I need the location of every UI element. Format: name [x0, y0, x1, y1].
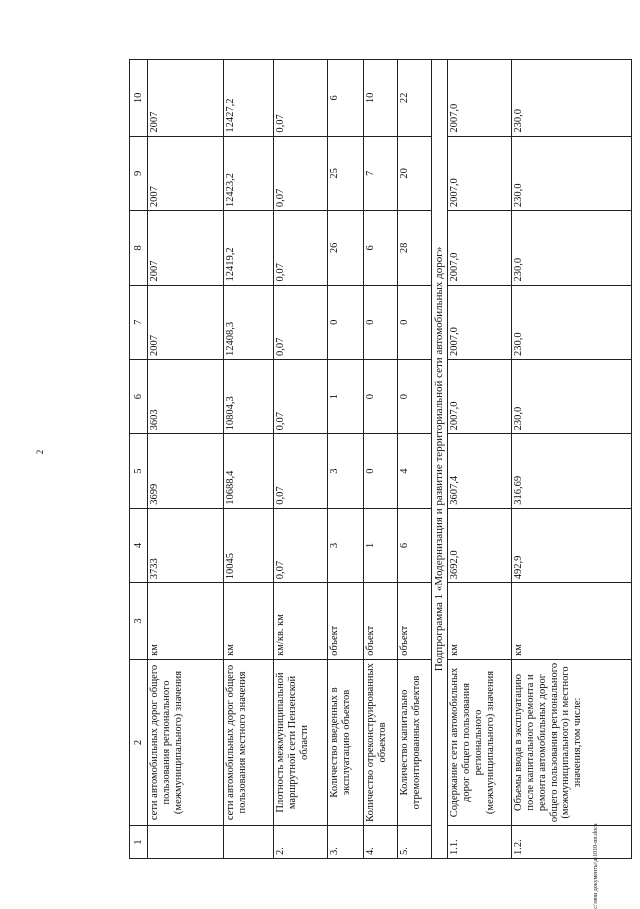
value: 28 [398, 211, 432, 285]
value: 6 [364, 211, 398, 285]
header-cell: 8 [130, 211, 148, 285]
value: 12427,2 [224, 60, 274, 137]
value: 0 [328, 285, 364, 359]
value: 492,9 [512, 508, 632, 582]
indicator-name: Количество введенных в эксплуатацию объектов [328, 659, 364, 825]
value: 316,69 [512, 434, 632, 508]
rotated-table-container [129, 59, 584, 859]
value: 3692,0 [448, 508, 512, 582]
row-number [224, 826, 274, 859]
row-number: 2. [274, 826, 328, 859]
value: 3603 [148, 359, 224, 433]
value: 2007 [148, 60, 224, 137]
value: 230,0 [512, 285, 632, 359]
value: 0,07 [274, 60, 328, 137]
table-row [448, 60, 512, 859]
table-row [328, 60, 364, 859]
value: 0,07 [274, 359, 328, 433]
value: 20 [398, 136, 432, 210]
row-number: 1.1. [448, 826, 512, 859]
value: 4 [398, 434, 432, 508]
value: 7 [364, 136, 398, 210]
value: 0,07 [274, 434, 328, 508]
table-row [224, 60, 274, 859]
subprogram-title: Подпрограмма 1 «Модернизация и развитие территориальной сети автомобильных дорог» [432, 60, 448, 859]
value: 26 [328, 211, 364, 285]
header-cell: 4 [130, 508, 148, 582]
value: 10 [364, 60, 398, 137]
table-row [512, 60, 632, 859]
value: 2007,0 [448, 136, 512, 210]
value: 3699 [148, 434, 224, 508]
value: 22 [398, 60, 432, 137]
value: 0 [364, 359, 398, 433]
header-cell: 3 [130, 583, 148, 660]
value: 3607,4 [448, 434, 512, 508]
row-number: 1.2. [512, 826, 632, 859]
row-number [148, 826, 224, 859]
value: 0 [398, 285, 432, 359]
value: 0,07 [274, 285, 328, 359]
footer-path: с:\мои документы\д\1010-пп.docx [593, 823, 599, 909]
value: 0,07 [274, 508, 328, 582]
table-row [364, 60, 398, 859]
value: 3 [328, 508, 364, 582]
indicator-name: Количество отреконструированных объектов [364, 659, 398, 825]
value: 12408,3 [224, 285, 274, 359]
indicator-name: Количество капитально отремонтированных объектов [398, 659, 432, 825]
header-cell: 10 [130, 60, 148, 137]
value: 6 [328, 60, 364, 137]
table-row [398, 60, 432, 859]
header-cell: 1 [130, 826, 148, 859]
value: 230,0 [512, 211, 632, 285]
value: 10804,3 [224, 359, 274, 433]
indicator-name: сети автомобильных дорог общего пользования местного значения [224, 659, 274, 825]
indicator-name: Плотность межмуниципальной маршрутной сети Пензенской области [274, 659, 328, 825]
row-number: 3. [328, 826, 364, 859]
unit: км [224, 583, 274, 660]
value: 230,0 [512, 136, 632, 210]
value: 230,0 [512, 359, 632, 433]
table-row [148, 60, 224, 859]
value: 25 [328, 136, 364, 210]
value: 0,07 [274, 136, 328, 210]
value: 2007,0 [448, 285, 512, 359]
value: 0 [398, 359, 432, 433]
subprogram-row [432, 60, 448, 859]
unit: объект [328, 583, 364, 660]
value: 1 [364, 508, 398, 582]
indicator-name: сети автомобильных дорог общего пользования регионального (межмуниципального) значения [148, 659, 224, 825]
value: 2007,0 [448, 211, 512, 285]
header-cell: 5 [130, 434, 148, 508]
value: 10688,4 [224, 434, 274, 508]
value: 230,0 [512, 60, 632, 137]
indicators-table [129, 59, 632, 859]
header-cell: 6 [130, 359, 148, 433]
value: 12419,2 [224, 211, 274, 285]
value: 1 [328, 359, 364, 433]
unit: км [448, 583, 512, 660]
row-number: 5. [398, 826, 432, 859]
value: 2007,0 [448, 60, 512, 137]
value: 2007 [148, 136, 224, 210]
header-row [130, 60, 148, 859]
value: 0,07 [274, 211, 328, 285]
value: 2007 [148, 211, 224, 285]
unit: км/кв. км [274, 583, 328, 660]
value: 0 [364, 434, 398, 508]
header-cell: 2 [130, 659, 148, 825]
header-cell: 9 [130, 136, 148, 210]
value: 2007,0 [448, 359, 512, 433]
unit: объект [364, 583, 398, 660]
indicator-name: Объемы ввода в эксплуатацию после капитального ремонта и ремонта автомобильных дорог общего пользования регионального (межмуниципального) и местного значения,том числе: [512, 659, 632, 825]
value: 10045 [224, 508, 274, 582]
header-cell: 7 [130, 285, 148, 359]
row-number: 4. [364, 826, 398, 859]
table-row [274, 60, 328, 859]
value: 0 [364, 285, 398, 359]
page-number: 2 [35, 449, 45, 455]
value: 3733 [148, 508, 224, 582]
value: 6 [398, 508, 432, 582]
indicator-name: Содержание сети автомобильных дорог общего пользования регионального (межмуниципального) значения [448, 659, 512, 825]
unit: км [512, 583, 632, 660]
value: 3 [328, 434, 364, 508]
value: 12423,2 [224, 136, 274, 210]
unit: объект [398, 583, 432, 660]
unit: км [148, 583, 224, 660]
value: 2007 [148, 285, 224, 359]
